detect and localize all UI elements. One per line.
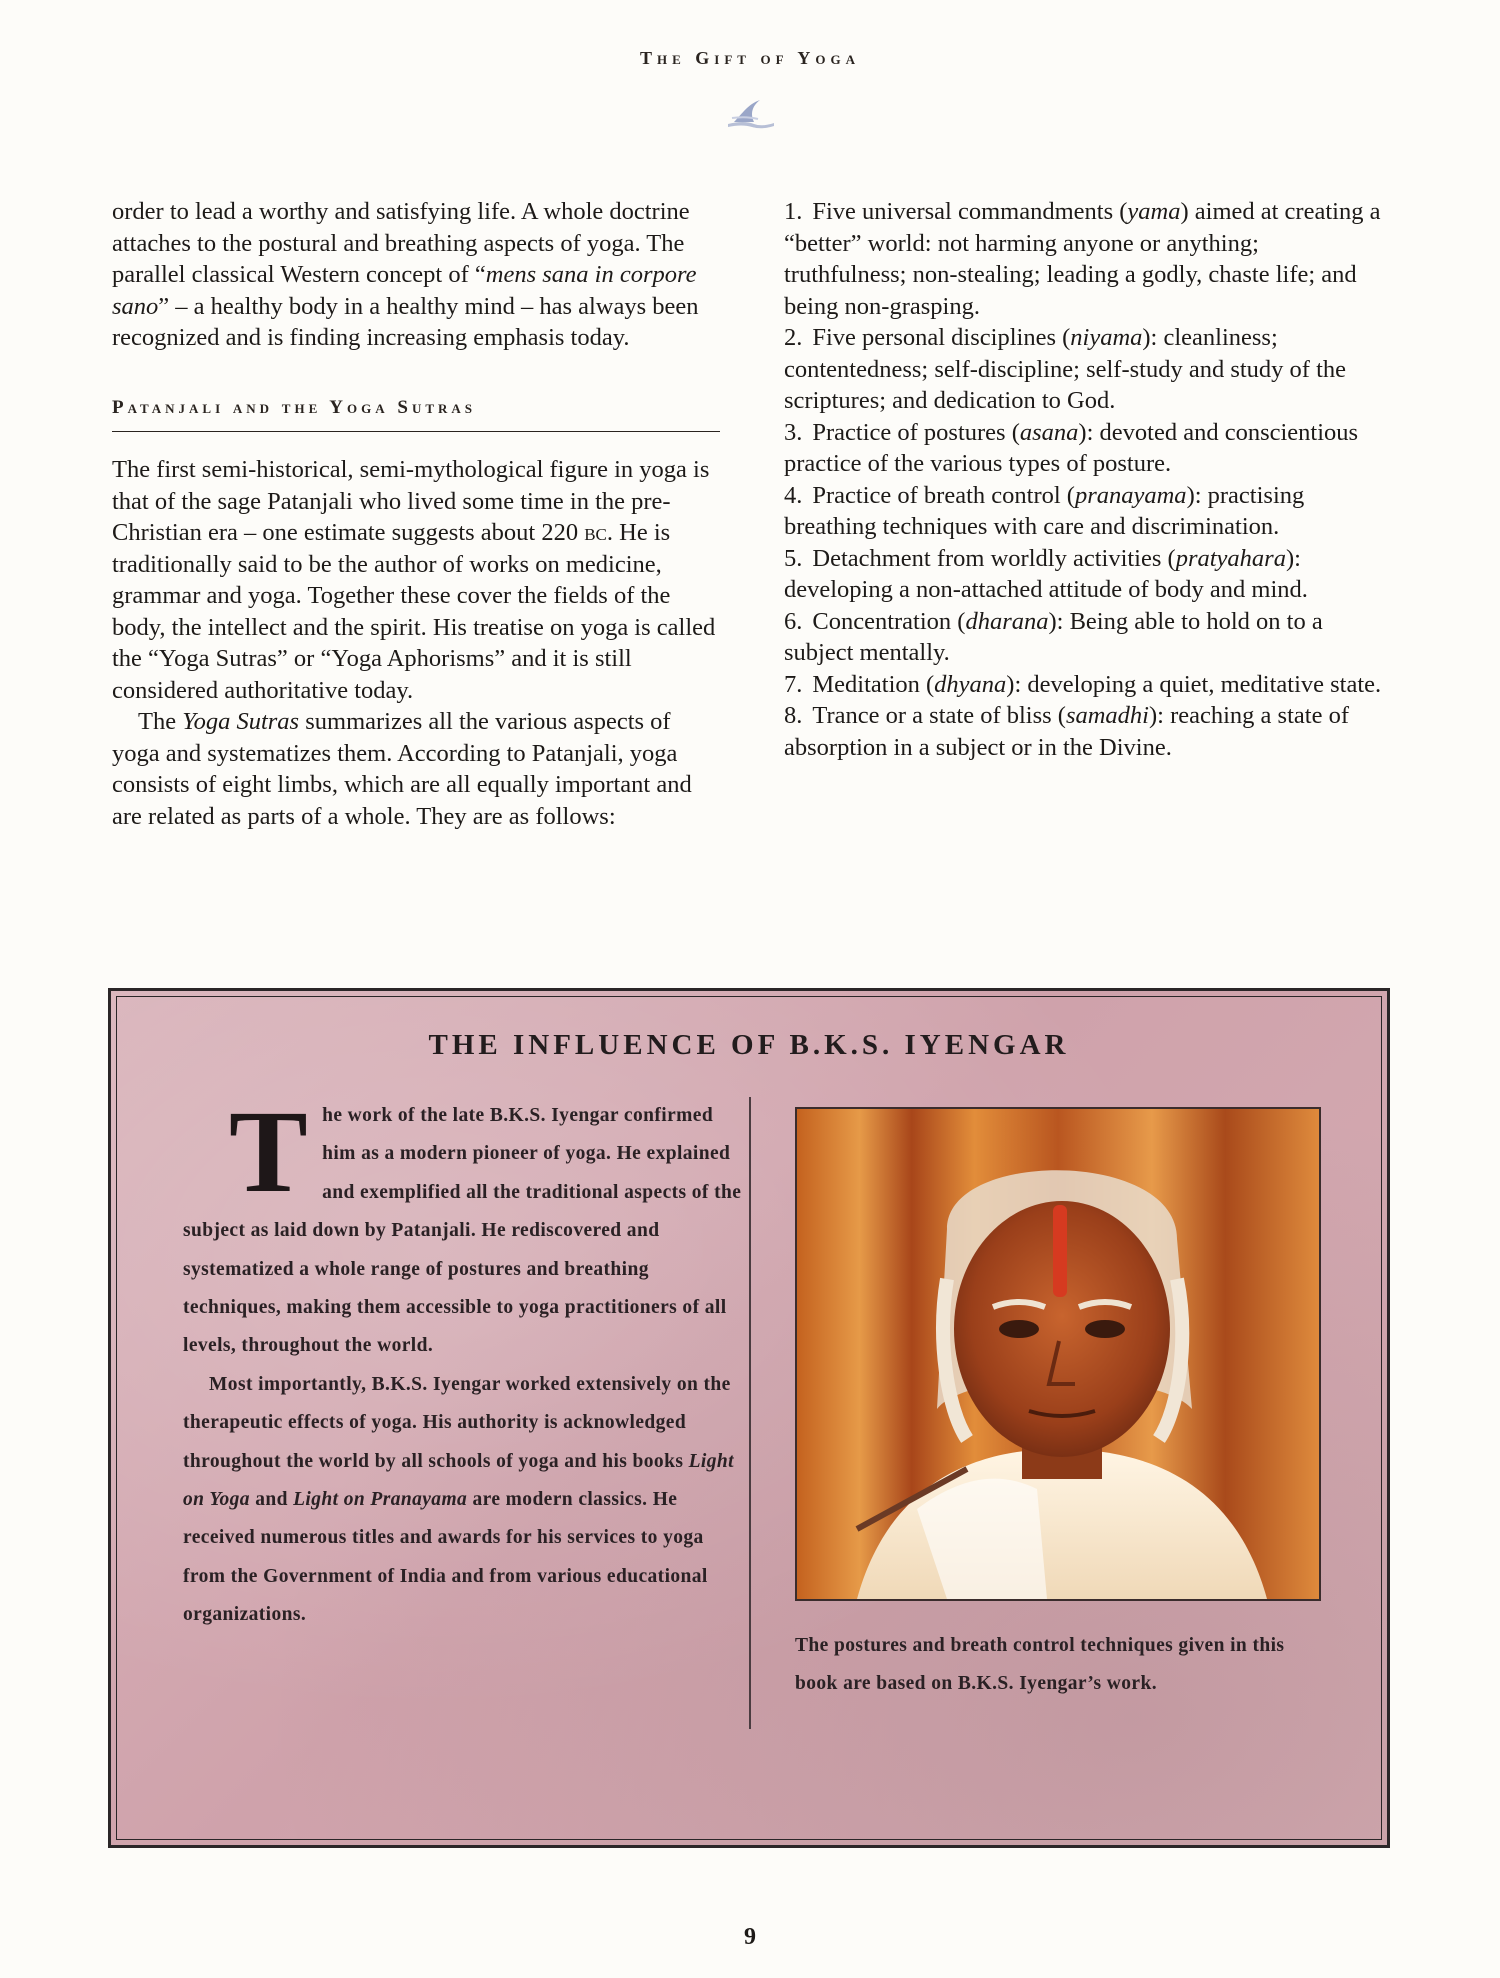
italic-term: niyama <box>1070 324 1143 351</box>
left-column <box>112 196 720 832</box>
italic-term: dharana <box>965 607 1049 635</box>
text-run: Most importantly, B.K.S. Iyengar worked extensively on the therapeutic effects of yoga. His authority is acknowledged throughout the world by all schools of yoga and his books <box>183 1373 731 1472</box>
photo-caption: The postures and breath control techniques given in this book are based on B.K.S. Iyengar’s work. <box>795 1635 1285 1695</box>
text-run: ): Being able to hold on to a subject mentally. <box>784 607 1323 666</box>
limb-text <box>784 482 1304 541</box>
limb-number: 2. <box>784 324 803 351</box>
limb-item <box>784 700 1384 763</box>
portrait-photo <box>795 1107 1321 1601</box>
italic-term: samadhi <box>1065 702 1149 729</box>
italic-term: pratyahara <box>1175 544 1286 572</box>
text-run: ): cleanliness; contentedness; self-discipline; self-study and study of the scriptures; and dedication to God. <box>784 324 1347 414</box>
text-run: Trance or a state of bliss ( <box>812 702 1066 729</box>
body-paragraph <box>112 454 720 706</box>
text-run: ” – a healthy body in a healthy mind – has always been recognized and is finding increasing emphasis today. <box>112 292 699 351</box>
limb-item <box>784 606 1384 669</box>
text-run: Detachment from worldly activities ( <box>812 544 1176 572</box>
text-run: and <box>249 1489 294 1511</box>
eight-limbs-list <box>784 196 1384 763</box>
sidebar-paragraph-text: he work of the late B.K.S. Iyengar confirmed him as a modern pioneer of yoga. He explained and exemplified all the traditional aspects of the subject as laid down by Patanjali. He rediscovered and systematized a whole range of postures and breathing techniques, making them accessible to yoga practitioners of all levels, throughout the world. <box>183 1105 742 1357</box>
page-number: 9 <box>744 1924 756 1950</box>
text-run: . He is traditionally said to be the author of works on medicine, grammar and yoga. Together these cover the fields of the body, the intellect and the spirit. His treatise on yoga is called the “Yoga Sutras” or “Yoga Aphorisms” and it is still considered authoritative today. <box>112 519 716 704</box>
limb-text <box>784 419 1358 478</box>
text-run: Concentration ( <box>812 607 966 635</box>
running-head: The Gift of Yoga <box>640 48 860 68</box>
limb-number: 4. <box>784 481 803 509</box>
drop-cap: T <box>229 1086 309 1217</box>
text-run: ): practising breathing techniques with care and discrimination. <box>784 481 1305 540</box>
text-run: summarizes all the various aspects of yoga and systematizes them. According to Patanjali, yoga consists of eight limbs, which are all equally important and are related as parts of a whole. They are as follows: <box>112 708 692 830</box>
iyengar-sidebar <box>108 988 1390 1848</box>
italic-term: dhyana <box>934 670 1007 698</box>
text-run: ): developing a non-attached attitude of body and mind. <box>784 544 1308 603</box>
text-run: Five universal commandments ( <box>812 198 1128 225</box>
italic-term: Light on Pranayama <box>293 1489 468 1511</box>
text-run: order to lead a worthy and satisfying life. A whole doctrine attaches to the postural and breathing aspects of yoga. The parallel classical Western concept of “ <box>112 198 690 288</box>
text-run: The <box>138 708 183 735</box>
text-run: Practice of breath control ( <box>812 481 1075 509</box>
limb-text <box>784 545 1308 604</box>
limb-item <box>784 669 1384 701</box>
limb-number: 1. <box>784 198 803 225</box>
limb-number: 7. <box>784 670 803 698</box>
sidebar-title: THE INFLUENCE OF B.K.S. IYENGAR <box>428 1029 1070 1061</box>
sidebar-paragraph <box>183 1366 743 1635</box>
italic-term: yama <box>1127 198 1181 225</box>
small-caps-text: bc <box>584 519 607 546</box>
sidebar-text <box>183 1086 743 1635</box>
limb-number: 6. <box>784 607 803 635</box>
text-run: ): developing a quiet, meditative state. <box>1006 670 1382 698</box>
limb-text <box>784 608 1323 667</box>
text-run: Practice of postures ( <box>812 418 1020 446</box>
italic-term: Yoga Sutras <box>182 708 300 735</box>
limb-number: 3. <box>784 418 803 446</box>
portrait-illustration <box>797 1109 1319 1599</box>
section-heading: Patanjali and the Yoga Sutras <box>112 392 720 433</box>
sidebar-paragraph <box>183 1086 743 1366</box>
limb-item <box>784 417 1384 480</box>
limb-number: 5. <box>784 544 803 572</box>
limb-text <box>784 324 1346 414</box>
italic-term: mens sana in corpore sano <box>112 261 697 320</box>
limb-text <box>784 702 1349 761</box>
limb-item <box>784 543 1384 606</box>
text-run: Meditation ( <box>812 670 935 698</box>
text-run: ) aimed at creating a “better” world: not harming anyone or anything; truthfulness; non-stealing; leading a godly, chaste life; and being non-grasping. <box>784 198 1381 320</box>
intro-paragraph <box>112 196 720 354</box>
limb-number: 8. <box>784 702 803 729</box>
body-paragraph <box>112 706 720 832</box>
text-run: Five personal disciplines ( <box>812 324 1071 351</box>
column-divider <box>749 1097 751 1729</box>
limb-item <box>784 480 1384 543</box>
text-run: ): reaching a state of absorption in a subject or in the Divine. <box>784 702 1349 761</box>
text-run: ): devoted and conscientious practice of the various types of posture. <box>784 418 1359 477</box>
italic-term: pranayama <box>1074 481 1187 509</box>
italic-term: asana <box>1019 418 1079 446</box>
limb-item <box>784 322 1384 417</box>
limb-item <box>784 196 1384 322</box>
text-run: The first semi-historical, semi-mythological figure in yoga is that of the sage Patanjali who lived some time in the pre-Christian era – one estimate suggests about 220 <box>112 456 710 546</box>
wave-ornament-icon <box>724 96 778 130</box>
limb-text <box>812 671 1381 698</box>
limb-text <box>784 198 1380 320</box>
text-run: are modern classics. He received numerous titles and awards for his services to yoga from the Government of India and from various educational organizations. <box>183 1489 708 1626</box>
italic-term: Light on Yoga <box>183 1450 734 1511</box>
